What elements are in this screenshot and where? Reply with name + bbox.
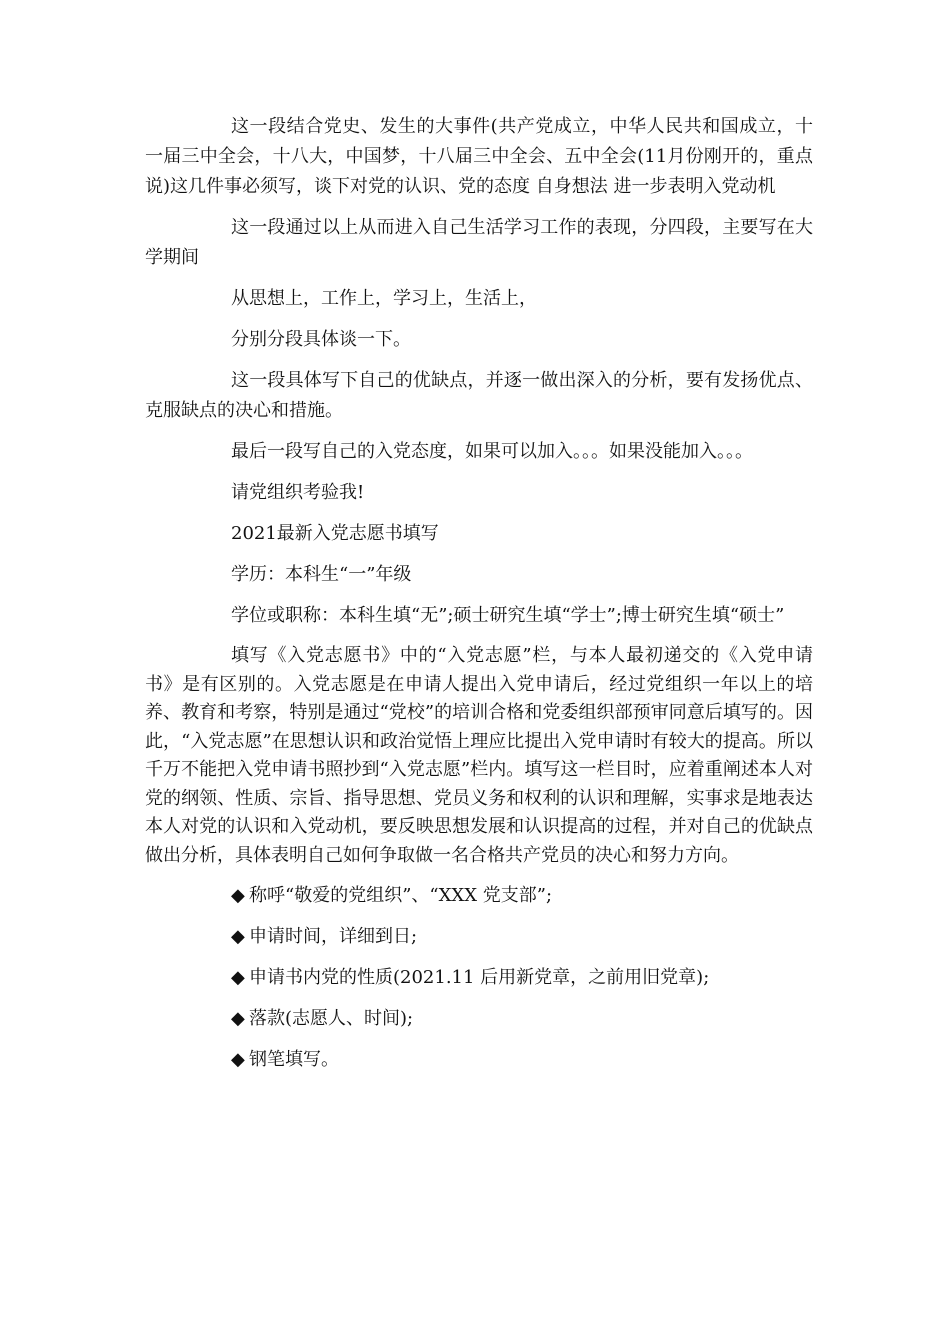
paragraph-volunteer-column: 填写《入党志愿书》中的“入党志愿”栏，与本人最初递交的《入党申请书》是有区别的。入党志愿是在申请人提出入党申请后，经过党组织一年以上的培养、教育和考察，特别是通过“党校”的培训合格和党委组织部预审同意后填写的。因此，“入党志愿”在思想认识和政治觉悟上理应比提出入党申请时有较大的提高。所以千万不能把入党申请书照抄到“入党志愿”栏内。填写这一栏目时，应着重阐述本人对党的纲领、性质、宗旨、指导思想、党员义务和权利的认识和理解，实事求是地表达本人对党的认识和入党动机，要反映思想发展和认识提高的过程，并对自己的优缺点做出分析，具体表明自己如何争取做一名合格共产党员的决心和努力方向。	[145, 645, 813, 866]
diamond-bullet-icon: ◆	[231, 1049, 245, 1070]
bullet-text: 落款(志愿人、时间);	[249, 1008, 414, 1029]
paragraph-party-history: 这一段结合党史、发生的大事件(共产党成立，中华人民共和国成立，十一届三中全会，十八大，中国梦，十八届三中全会、五中全会(11月份刚开的，重点说)这几件事必须写，谈下对党的认识、党的态度 自身想法 进一步表明入党动机	[145, 116, 813, 197]
bullet-text: 钢笔填写。	[249, 1049, 339, 1070]
diamond-bullet-icon: ◆	[231, 967, 245, 988]
bullet-item	[145, 881, 813, 911]
bullet-item	[145, 963, 813, 993]
paragraph-education: 学历：本科生“一”年级	[231, 564, 412, 585]
bullet-item	[145, 1045, 813, 1075]
diamond-bullet-icon: ◆	[231, 1008, 245, 1029]
diamond-bullet-icon: ◆	[231, 926, 245, 947]
paragraph-strengths-weaknesses: 这一段具体写下自己的优缺点，并逐一做出深入的分析，要有发扬优点、克服缺点的决心和措施。	[145, 370, 813, 421]
bullet-text: 申请书内党的性质(2021.11 后用新党章，之前用旧党章);	[249, 967, 710, 988]
paragraph-performance: 这一段通过以上从而进入自己生活学习工作的表现，分四段，主要写在大学期间	[145, 217, 813, 268]
paragraph-attitude: 最后一段写自己的入党态度，如果可以加入。。。如果没能加入。。。	[231, 441, 753, 462]
diamond-bullet-icon: ◆	[231, 885, 245, 906]
bullet-item	[145, 922, 813, 952]
document-body	[145, 112, 813, 1086]
paragraph-closing: 请党组织考验我!	[231, 482, 365, 503]
section-heading: 2021最新入党志愿书填写	[231, 523, 439, 544]
paragraph-discuss: 分别分段具体谈一下。	[231, 329, 411, 350]
paragraph-aspects: 从思想上，工作上，学习上，生活上，	[231, 288, 537, 309]
bullet-text: 称呼“敬爱的党组织”、“XXX 党支部”;	[249, 885, 553, 906]
bullet-item	[145, 1004, 813, 1034]
bullet-text: 申请时间，详细到日;	[249, 926, 418, 947]
paragraph-degree: 学位或职称：本科生填“无”;硕士研究生填“学士”;博士研究生填“硕士”	[231, 605, 785, 626]
